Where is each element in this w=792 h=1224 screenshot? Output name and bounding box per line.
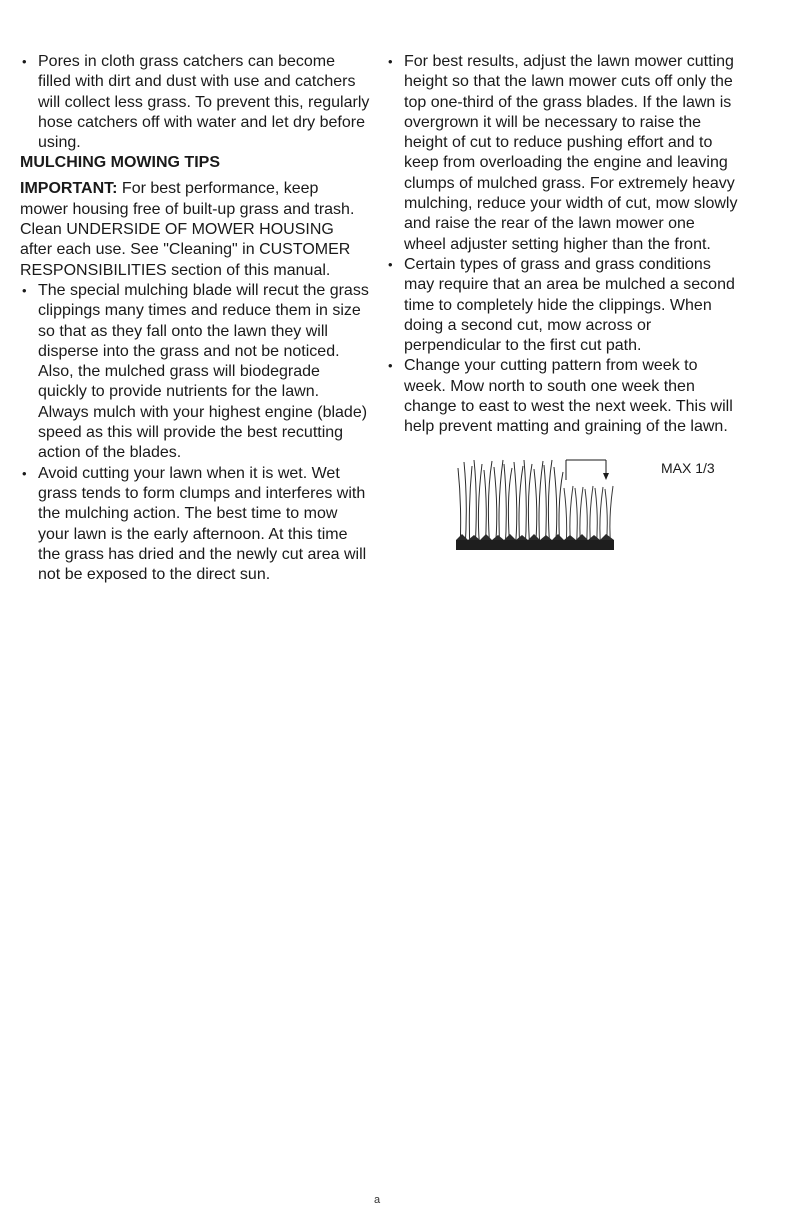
right-column (386, 52, 738, 550)
grass-cut-figure (456, 458, 738, 550)
max-cut-label: MAX 1/3 (661, 459, 715, 476)
page-number: a (374, 1194, 381, 1206)
important-text: For best performance, keep mower housing free of built-up grass and trash. Clean UNDERSIDE OF MOWER HOUSING after each use. See "Cleaning" in CUSTOMER RESPONSIBILITIES section of this manual. (20, 180, 355, 279)
list-item: • Pores in cloth grass catchers can become filled with dirt and dust with use and catchers will collect less grass. To prevent this, regularly hose catchers off with water and let dry before using. (20, 52, 370, 153)
important-paragraph (20, 179, 370, 280)
important-label: IMPORTANT: (20, 180, 118, 198)
list-item: • For best results, adjust the lawn mower cutting height so that the lawn mower cuts off only the top one-third of the grass blades. If the lawn is overgrown it will be necessary to raise the height of cut to reduce pushing effort and to keep from overloading the engine and leaving clumps of mulched grass. For extremely heavy mulching, reduce your width of cut, mow slowly and raise the rear of the lawn mower one wheel adjuster setting higher than the front. (386, 52, 738, 255)
list-item: • Avoid cutting your lawn when it is wet. Wet grass tends to form clumps and interferes with the mulching action. The best time to mow your lawn is the early afternoon. At this time the grass has dried and the newly cut area will not be exposed to the direct sun. (20, 464, 370, 586)
left-column (20, 52, 370, 585)
mulching-tips-list-right (386, 52, 738, 438)
catcher-bullet-list (20, 52, 370, 153)
mulching-tips-list-left (20, 281, 370, 585)
list-item: • Certain types of grass and grass conditions may require that an area be mulched a second time to completely hide the clippings. When doing a second cut, mow across or perpendicular to the first cut path. (386, 255, 738, 356)
list-item: • The special mulching blade will recut the grass clippings many times and reduce them in size so that as they fall onto the lawn they will disperse into the grass and not be noticed. Also, the mulched grass will biodegrade quickly to provide nutrients for the lawn. Always mulch with your highest engine (blade) speed as this will provide the best recutting action of the blades. (20, 281, 370, 464)
section-heading: MULCHING MOWING TIPS (20, 154, 220, 172)
grass-illustration (456, 458, 616, 550)
list-item: • Change your cutting pattern from week to week. Mow north to south one week then change to east to west the next week. This will help prevent matting and graining of the lawn. (386, 356, 738, 437)
